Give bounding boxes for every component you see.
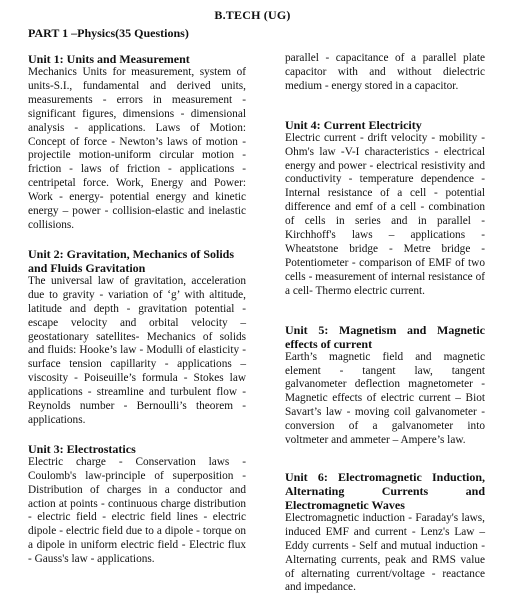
unit-section: [285, 470, 485, 595]
right-column: [285, 52, 485, 607]
left-column: [28, 52, 246, 581]
continued-paragraph: parallel - capacitance of a parallel plate capacitor with and without dielectric medium - energy stored in a capacitor.: [285, 52, 485, 92]
unit-section: [28, 52, 246, 233]
unit-body: The universal law of gravitation, acceleration due to gravity - variation of ‘g’ with altitude, latitude and depth - gravitation potential - escape velocity and orbital velocity – geostationary satellites- Mechanics of solids and fluids: Hooke’s law - Modulli of elasticity - surface tension capillarity - applications – viscosity - Poiseuille’s formula - Stokes law applications - streamline and turbulent flow - Reynolds number - Bernoulli’s theorem - applications.: [28, 274, 246, 426]
unit-title: Unit 5: Magnetism and Magnetic effects of current: [285, 322, 485, 351]
unit-title: Unit 3: Electrostatics: [28, 441, 136, 456]
unit-body: Mechanics Units for measurement, system of units-S.I., fundamental and derived units, measurements - errors in measurement - significant figures, dimensions - dimensional analysis - applications. Laws of Motion: Concept of force - Newton’s laws of motion - projectile motion-uniform circular motion - friction - laws of friction - applications - centripetal force. Work, Energy and Power: Work - energy- potential energy and kinetic energy – power - collision-elastic and inelastic collisions.: [28, 66, 246, 231]
unit-body: Electromagnetic induction - Faraday's laws, induced EMF and current - Lenz's Law – Eddy currents - Self and mutual induction - Alternating currents, peak and RMS value of alternating current/voltage - reactance and impedance.: [285, 511, 485, 594]
unit-section: [285, 323, 485, 448]
unit-section: [28, 247, 246, 428]
page-title: B.TECH (UG): [214, 8, 291, 22]
unit-body: Electric current - drift velocity - mobility - Ohm's law -V-I characteristics - electrical energy and power - electrical resistivity and conductivity - temperature dependence - Internal resistance of a cell - potential difference and emf of a cell - combination of cells in series and in parallel - Kirchhoff's laws – applications - Wheatstone bridge - Metre bridge - Potentiometer - comparison of EMF of two cells - measurement of internal resistance of a cell- Thermo electric current.: [285, 131, 485, 297]
unit-body: Earth’s magnetic field and magnetic element - tangent law, tangent galvanometer deflection magnetometer - Magnetic effects of electric current – Biot Savart’s law - moving coil galvanometer - conversion of a galvanometer into voltmeter and ammeter – Ampere’s law.: [285, 350, 485, 447]
unit-title: Unit 1: Units and Measurement: [28, 52, 190, 66]
continued-text: [285, 52, 485, 94]
part-heading: PART 1 –Physics(35 Questions): [28, 26, 189, 40]
unit-body: Electric charge - Conservation laws - Coulomb's law-principle of superposition - Distribution of charges in a conductor and action at points - continuous charge distribution - electric field - electric field lines - electric dipole - electric field due to a dipole - torque on a dipole in uniform electric field - Electric flux - Gauss's law - applications.: [28, 455, 246, 566]
unit-section: [28, 442, 246, 567]
unit-title: Unit 6: Electromagnetic Induction, Alternating Currents and Electromagnetic Waves: [285, 469, 485, 512]
unit-title: Unit 4: Current Electricity: [285, 117, 422, 132]
unit-section: [285, 118, 485, 299]
unit-title: Unit 2: Gravitation, Mechanics of Solids and Fluids Gravitation: [28, 246, 234, 275]
